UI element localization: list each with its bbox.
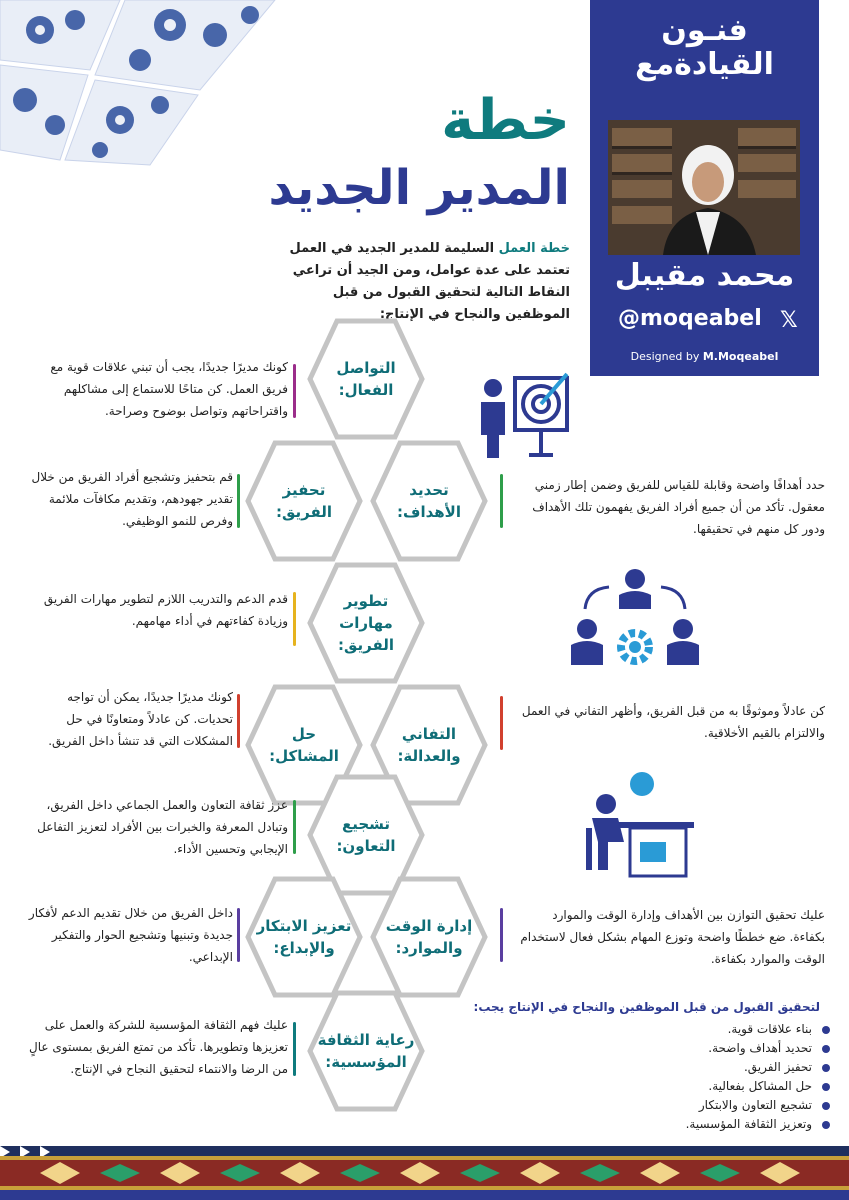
hex-label: تشجيع التعاون: bbox=[336, 815, 396, 855]
accent-bar bbox=[500, 908, 503, 962]
desc-team-motivation: قم بتحفيز وتشجيع أفراد الفريق من خلال تقدير جهودهم، وتقديم مكافآت ملائمة وفرص للنمو الوظيفي. bbox=[31, 470, 233, 528]
list-item: تحفيز الفريق. bbox=[560, 1058, 830, 1077]
hex-innovation-creativity bbox=[245, 876, 363, 998]
bullet-icon bbox=[822, 1026, 830, 1034]
accent-bar bbox=[293, 1022, 296, 1076]
hex-label: تحديد الأهداف: bbox=[397, 481, 461, 521]
desc-effective-communication: كونك مديرًا جديدًا، يجب أن تبني علاقات قوية مع فريق العمل. كن متاحًا للاستماع إلى مشاكلهم واقتراحاتهم وتواصل بوضوح وصراحة. bbox=[50, 360, 288, 418]
desc-team-skills: قدم الدعم والتدريب اللازم لتطوير مهارات الفريق وزيادة كفاءتهم في أداء مهامهم. bbox=[43, 592, 288, 628]
hex-label: تحفيز الفريق: bbox=[275, 481, 333, 521]
accent-bar bbox=[237, 908, 240, 962]
hex-label: التواصل الفعال: bbox=[336, 359, 396, 399]
hex-corporate-culture bbox=[307, 990, 425, 1112]
hex-effective-communication bbox=[307, 318, 425, 440]
decorative-bottom-border bbox=[0, 1138, 849, 1200]
desc-corporate-culture: عليك فهم الثقافة المؤسسية للشركة والعمل على تعزيزها وتطويرها. تأكد من تمتع الفريق بمستوى عالٍ من الرضا والانتماء لتحقيق النجاح في الإنتاج. bbox=[29, 1018, 288, 1076]
desc-time-resources: عليك تحقيق التوازن بين الأهداف وإدارة الوقت والموارد بكفاءة. ضع خططًا واضحة وتوزع المهام بشكل فعال لاستخدام الوقت والموارد بكفاءة. bbox=[520, 908, 825, 966]
summary-title: لتحقيق القبول من قبل الموظفين والنجاح في الإنتاج يجب: bbox=[473, 1000, 820, 1014]
author-name: محمد مقيبل bbox=[614, 258, 795, 293]
desc-innovation-creativity: داخل الفريق من خلال تقديم الدعم لأفكار جديدة وتبنيها وتشجيع الحوار والتفكير الإبداعي. bbox=[28, 906, 233, 964]
summary-list bbox=[560, 1020, 830, 1134]
author-handle[interactable]: @moqeabel bbox=[618, 306, 762, 331]
team-gear-icon bbox=[565, 565, 705, 675]
list-item: تشجيع التعاون والابتكار bbox=[560, 1096, 830, 1115]
designed-by-credit bbox=[590, 350, 819, 363]
accent-bar bbox=[293, 800, 296, 854]
accent-bar bbox=[293, 364, 296, 418]
designed-by-prefix: Designed by bbox=[630, 350, 700, 363]
desc-dedication-fairness: كن عادلاً وموثوقًا به من قبل الفريق، وأظهر التفاني في العمل والالتزام بالقيم الأخلاقية. bbox=[521, 704, 825, 740]
designed-by-name: M.Moqeabel bbox=[702, 350, 779, 363]
desc-encourage-cooperation: عزز ثقافة التعاون والعمل الجماعي داخل الفريق، وتبادل المعرفة والخبرات بين الأفراد لتعزيز التفاعل الإيجابي وتحسين الأداء. bbox=[37, 798, 288, 856]
hex-label: إدارة الوقت والموارد: bbox=[385, 917, 473, 957]
page-title-line2: المدير الجديد bbox=[268, 160, 570, 216]
accent-bar bbox=[500, 474, 503, 528]
author-panel bbox=[590, 0, 819, 376]
desc-problem-solving: كونك مديرًا جديدًا، يمكن أن تواجه تحديات. كن عادلاً ومتعاونًا في حل المشكلات التي قد تنشأ داخل الفريق. bbox=[48, 690, 233, 748]
accent-bar bbox=[237, 474, 240, 528]
intro-highlight: خطة العمل bbox=[498, 241, 570, 256]
brand-logo-line2: القيادةمع bbox=[635, 47, 774, 82]
hex-label: تطوير مهارات الفريق: bbox=[337, 592, 395, 654]
page-title-line1: خطة bbox=[441, 88, 570, 153]
hex-team-skills bbox=[307, 562, 425, 684]
intro-paragraph bbox=[270, 238, 570, 326]
hex-time-resources bbox=[370, 876, 488, 998]
desc-goal-setting: حدد أهدافًا واضحة وقابلة للقياس للفريق وضمن إطار زمني معقول. تأكد من أن جميع أفراد الفريق يفهمون تلك الأهداف ودور كل منهم في تحقيقها. bbox=[532, 478, 825, 536]
hex-label: التفاني والعدالة: bbox=[397, 725, 461, 765]
intro-text: السليمة للمدير الجديد في العمل تعتمد على عدة عوامل، ومن الجيد أن تراعي النقاط التالية لتحقيق القبول من قبل الموظفين والنجاح في الإنتاج: bbox=[289, 241, 570, 322]
accent-bar bbox=[293, 592, 296, 646]
decorative-tile-corner bbox=[0, 0, 280, 170]
desk-worker-icon bbox=[578, 770, 698, 880]
hex-label: تعزيز الابتكار والإبداع: bbox=[256, 917, 352, 957]
bullet-icon bbox=[822, 1102, 830, 1110]
hex-label: حل المشاكل: bbox=[269, 725, 339, 765]
x-logo-icon[interactable]: 𝕏 bbox=[780, 308, 798, 333]
list-item: حل المشاكل بفعالية. bbox=[560, 1077, 830, 1096]
list-item: بناء علاقات قوية. bbox=[560, 1020, 830, 1039]
presenter-target-icon bbox=[475, 360, 575, 460]
brand-logo-line1: فنـون bbox=[661, 13, 748, 48]
hex-goal-setting bbox=[370, 440, 488, 562]
author-photo bbox=[608, 120, 800, 255]
bullet-icon bbox=[822, 1045, 830, 1053]
accent-bar bbox=[237, 694, 240, 748]
list-item: وتعزيز الثقافة المؤسسية. bbox=[560, 1115, 830, 1134]
hex-team-motivation bbox=[245, 440, 363, 562]
bullet-icon bbox=[822, 1083, 830, 1091]
accent-bar bbox=[500, 696, 503, 750]
bullet-icon bbox=[822, 1121, 830, 1129]
bullet-icon bbox=[822, 1064, 830, 1072]
brand-logo bbox=[590, 14, 819, 82]
list-item: تحديد أهداف واضحة. bbox=[560, 1039, 830, 1058]
hex-label: رعاية الثقافة المؤسسية: bbox=[317, 1031, 415, 1071]
